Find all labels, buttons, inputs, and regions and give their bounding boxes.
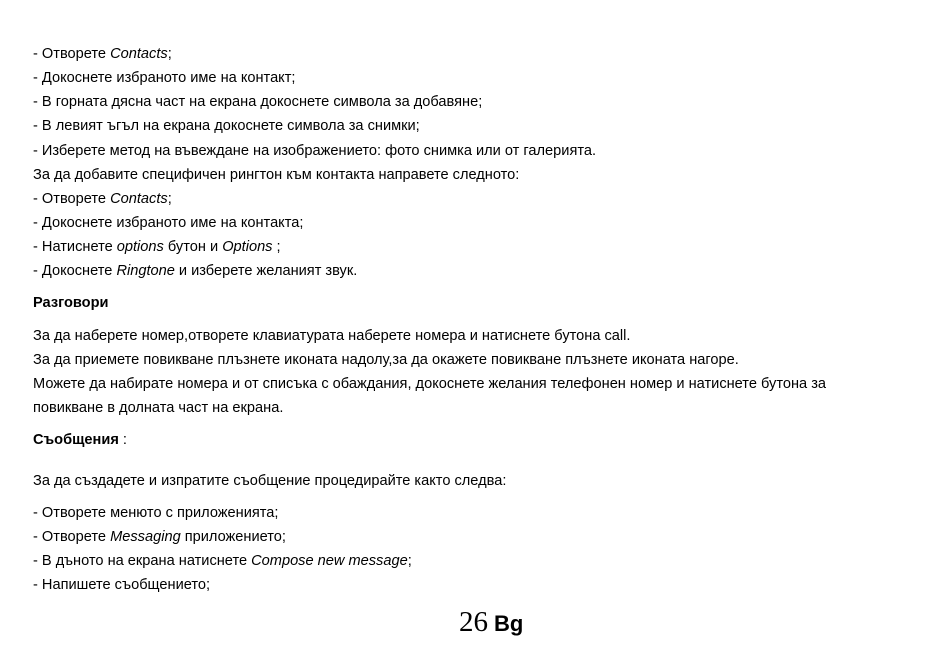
step-tap-contact-name-2: - Докоснете избраното име на контакта; [33,215,304,231]
page-footer [459,604,523,640]
section-heading-calls: Разговори [33,295,109,311]
step-press-options: - Натиснете options бутон и Options ; [33,239,281,255]
step-tap-photo-symbol: - В левият ъгъл на екрана докоснете символа за снимки; [33,118,420,134]
step-compose-new-message: - В дъното на екрана натиснете Compose new message; [33,553,412,569]
calls-paragraph-dial: За да наберете номер,отворете клавиатурата наберете номера и натиснете бутона call. [33,328,631,344]
step-open-app-menu: - Отворете менюто с приложенията; [33,505,279,521]
page-number: 26 [459,606,488,638]
ringtone-intro: За да добавите специфичен рингтон към контакта направете следното: [33,167,520,183]
step-open-contacts: - Отворете Contacts; [33,46,172,62]
step-choose-image-method: - Изберете метод на въвеждане на изображението: фото снимка или от галерията. [33,143,597,159]
calls-paragraph-history: Можете да набирате номера и от списъка с обаждания, докоснете желания телефонен номер и натиснете бутона за [33,376,827,392]
step-open-contacts-2: - Отворете Contacts; [33,191,172,207]
section-heading-messages: Съобщения : [33,432,127,448]
language-code: Bg [494,611,524,636]
step-tap-ringtone: - Докоснете Ringtone и изберете желаният звук. [33,263,358,279]
step-open-messaging: - Отворете Messaging приложението; [33,529,286,545]
step-tap-add-symbol: - В горната дясна част на екрана докоснете символа за добавяне; [33,94,483,110]
calls-paragraph-answer: За да приемете повикване плъзнете иконата надолу,за да окажете повикване плъзнете иконата нагоре. [33,352,739,368]
calls-paragraph-history-cont: повикване в долната част на екрана. [33,400,284,416]
messages-intro: За да създадете и изпратите съобщение процедирайте както следва: [33,473,507,489]
step-write-message: - Напишете съобщението; [33,577,211,593]
step-tap-contact-name: - Докоснете избраното име на контакт; [33,70,296,86]
